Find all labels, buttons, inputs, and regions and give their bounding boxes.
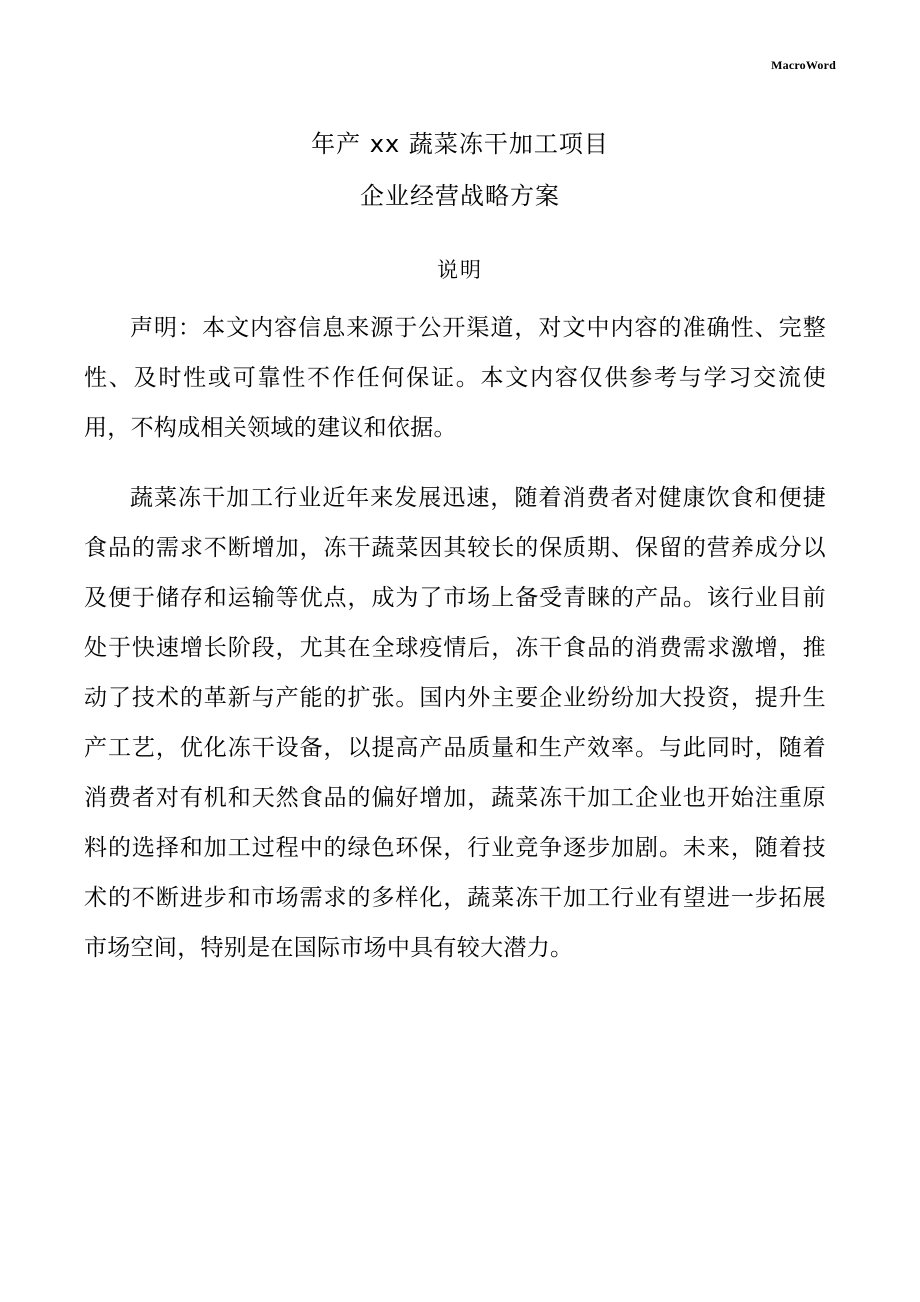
title-line-2: 企业经营战略方案 [360,182,560,210]
document-title [0,118,920,222]
industry-overview-paragraph: 蔬菜冻干加工行业近年来发展迅速，随着消费者对健康饮食和便捷食品的需求不断增加，冻干蔬菜因其较长的保质期、保留的营养成分以及便于储存和运输等优点，成为了市场上备受青睐的产品。该行业目前处于快速增长阶段，尤其在全球疫情后，冻干食品的消费需求激增，推动了技术的革新与产能的扩张。国内外主要企业纷纷加大投资，提升生产工艺，优化冻干设备，以提高产品质量和生产效率。与此同时，随着消费者对有机和天然食品的偏好增加，蔬菜冻干加工企业也开始注重原料的选择和加工过程中的绿色环保，行业竞争逐步加剧。未来，随着技术的不断进步和市场需求的多样化，蔬菜冻干加工行业有望进一步拓展市场空间，特别是在国际市场中具有较大潜力。 [84,485,826,961]
header-brand: MacroWord [771,58,836,72]
disclaimer-paragraph: 声明：本文内容信息来源于公开渠道，对文中内容的准确性、完整性、及时性或可靠性不作任何保证。本文内容仅供参考与学习交流使用，不构成相关领域的建议和依据。 [84,315,826,441]
title-line-1: 年产 xx 蔬菜冻干加工项目 [311,130,609,158]
section-heading: 说明 [437,258,483,282]
